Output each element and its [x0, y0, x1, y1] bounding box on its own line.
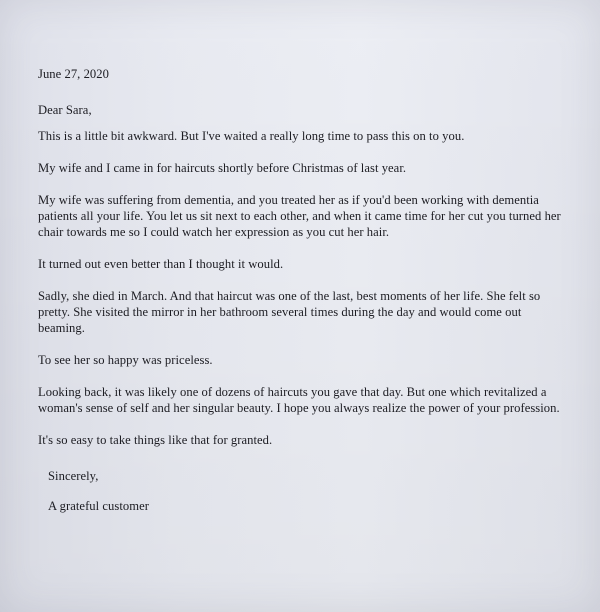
letter-paragraph: It turned out even better than I thought it would.	[38, 257, 284, 271]
letter-paragraph: To see her so happy was priceless.	[38, 353, 213, 367]
letter-paragraph: My wife was suffering from dementia, and you treated her as if you'd been working with dementia patients all your life. You let us sit next to each other, and when it came time for her cut you turned her chair towards me so I could watch her expression as you cut her hair.	[38, 193, 561, 239]
letter-salutation: Dear Sara,	[38, 103, 92, 117]
letter-paragraph: This is a little bit awkward. But I've waited a really long time to pass this on to you.	[38, 129, 465, 143]
letter-paragraph: Looking back, it was likely one of dozens of haircuts you gave that day. But one which revitalized a woman's sense of self and her singular beauty. I hope you always realize the power of your profession.	[38, 385, 560, 415]
letter-paragraph: Sadly, she died in March. And that haircut was one of the last, best moments of her life. She felt so pretty. She visited the mirror in her bathroom several times during the day and would come out beaming.	[38, 289, 541, 335]
letter-paragraph: My wife and I came in for haircuts shortly before Christmas of last year.	[38, 161, 407, 175]
letter-closing: Sincerely,	[48, 469, 99, 483]
letter-body	[38, 66, 570, 514]
letter-signature: A grateful customer	[48, 499, 149, 513]
letter-paragraph: It's so easy to take things like that for granted.	[38, 433, 273, 447]
letter-date: June 27, 2020	[38, 67, 109, 81]
